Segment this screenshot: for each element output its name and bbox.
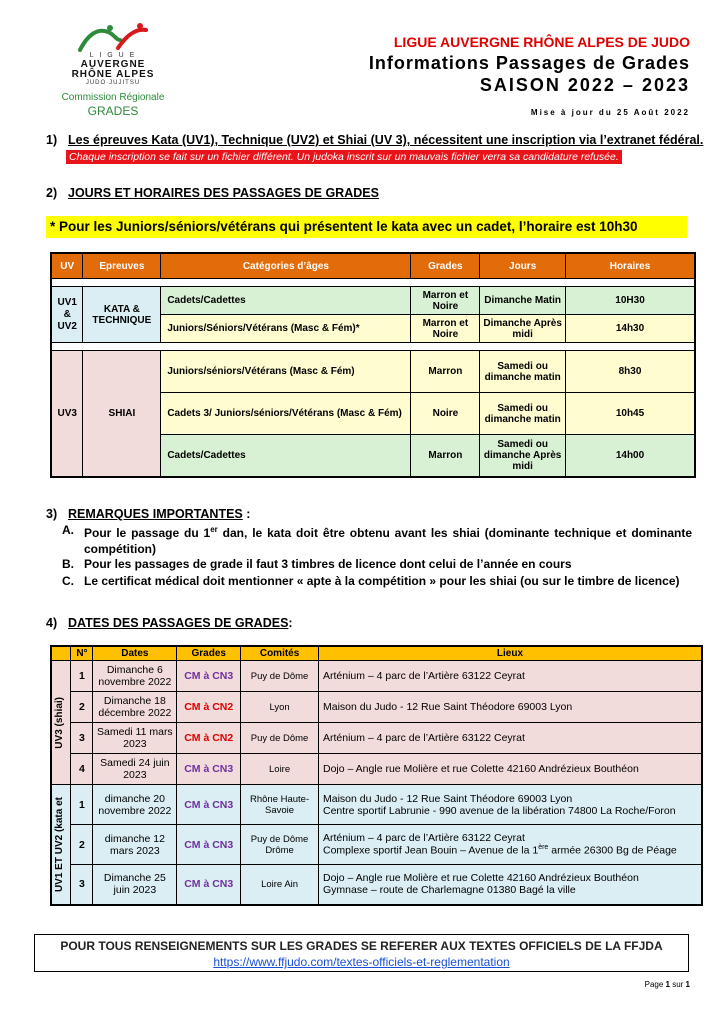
table-row — [51, 785, 702, 825]
remark-letter: A. — [62, 523, 74, 537]
section3 — [46, 507, 250, 521]
section2 — [46, 186, 379, 200]
table-row — [51, 754, 702, 785]
footer-text: POUR TOUS RENSEIGNEMENTS SUR LES GRADES SE REFERER AUX TEXTES OFFICIELS DE LA FFJDA — [60, 939, 663, 953]
col-header-horaires: Horaires — [566, 253, 695, 279]
section2-number: 2) — [46, 186, 58, 200]
grade-cell: CM à CN3 — [177, 661, 241, 692]
remark-text: Pour les passages de grade il faut 3 timbres de licence dont celui de l’année en cours — [84, 557, 572, 571]
kata-cell: KATA & TECHNIQUE — [83, 287, 161, 343]
grade-cell: Marron et Noire — [411, 287, 480, 315]
table-row — [51, 661, 702, 692]
comite-cell: Rhône Haute-Savoie — [241, 785, 319, 825]
footer-box — [34, 934, 689, 972]
group-uv3 — [51, 661, 71, 785]
logo-commission: Commission Régionale — [61, 92, 165, 103]
group-uv3-label: UV3 (shiai) — [54, 696, 65, 749]
date-cell: Samedi 24 juin 2023 — [93, 754, 177, 785]
remark-text: Pour le passage du 1 — [84, 526, 211, 540]
logo-line3: RHÔNE ALPES — [71, 69, 155, 80]
comite-cell: Puy de Dôme — [241, 723, 319, 754]
group-uv12 — [51, 785, 71, 905]
grade-cell: CM à CN2 — [177, 692, 241, 723]
page-label: Page — [644, 980, 666, 989]
grade-cell: Marron et Noire — [411, 315, 480, 343]
page-title: Informations Passages de Grades — [368, 53, 690, 73]
comite-cell: Puy de Dôme — [241, 661, 319, 692]
category-cell: Cadets 3/ Juniors/séniors/Vétérans (Masc & Fém) — [161, 393, 411, 435]
grade-cell: Noire — [411, 393, 480, 435]
header-update-date: Mise à jour du 25 Août 2022 — [530, 108, 690, 117]
col-header-num: N° — [71, 646, 93, 661]
lieu-cell: Arténium – 4 parc de l’Artière 63122 Ceyrat — [318, 723, 702, 754]
table-row — [51, 692, 702, 723]
page-sep: sur — [669, 980, 686, 989]
horaire-cell: 10H30 — [566, 287, 695, 315]
jour-cell: Samedi ou dimanche matin — [480, 351, 566, 393]
lieu-line1: Dojo – Angle rue Molière et rue Colette 42160 Andrézieux Bouthéon — [322, 872, 639, 885]
jour-cell: Samedi ou dimanche Après midi — [480, 435, 566, 477]
logo-line1: L I G U E — [89, 52, 137, 59]
remark-letter: C. — [62, 574, 74, 588]
lieu-line2-sup: ère — [538, 844, 549, 852]
section1 — [46, 133, 703, 147]
lieu-line1: Arténium – 4 parc de l’Artière 63122 Ceyrat — [322, 832, 525, 845]
date-cell: Dimanche 6 novembre 2022 — [93, 661, 177, 692]
col-header-dates: Dates — [93, 646, 177, 661]
col-header-epreuves: Epreuves — [83, 253, 161, 279]
remark-text: Le certificat médical doit mentionner « apte à la compétition » pour les shiai (ou sur le timbre de licence) — [84, 574, 680, 588]
lieu-line2: Centre sportif Labrunie - 990 avenue de la libération 74800 La Roche/Foron — [322, 804, 676, 817]
footer-link[interactable]: https://www.ffjudo.com/textes-officiels-et-reglementation — [213, 955, 510, 969]
dates-table — [50, 645, 703, 906]
grade-cell: Marron — [411, 351, 480, 393]
remark-sup: er — [210, 525, 218, 534]
header-ligue: LIGUE AUVERGNE RHÔNE ALPES DE JUDO — [393, 34, 690, 50]
logo-line4: JUDO·JUJITSU — [85, 80, 141, 86]
grade-cell: CM à CN2 — [177, 723, 241, 754]
table-row — [51, 825, 702, 865]
remark-item — [62, 573, 692, 589]
judoka-logo-icon — [74, 22, 152, 54]
row-number: 4 — [71, 754, 93, 785]
grade-cell: CM à CN3 — [177, 865, 241, 905]
remark-item — [62, 522, 692, 557]
section4-colon: : — [288, 616, 293, 630]
category-cell: Cadets/Cadettes — [161, 287, 411, 315]
row-number: 1 — [71, 785, 93, 825]
section2-title: JOURS ET HORAIRES DES PASSAGES DE GRADES — [68, 186, 379, 200]
grade-cell: CM à CN3 — [177, 825, 241, 865]
lieu-cell — [318, 785, 702, 825]
jour-cell: Dimanche Après midi — [480, 315, 566, 343]
horaire-cell: 10h45 — [566, 393, 695, 435]
shiai-cell: SHIAI — [83, 351, 161, 477]
grade-cell: Marron — [411, 435, 480, 477]
section1-text: Les épreuves Kata (UV1), Technique (UV2) et Shiai (UV 3), nécessitent une inscription via l’extranet fédéral. — [68, 133, 704, 147]
group-uv12-label: UV1 ET UV2 (kata et — [54, 796, 65, 892]
col-header-grades: Grades — [411, 253, 480, 279]
lieu-cell — [318, 865, 702, 905]
uv3-cell: UV3 — [51, 351, 83, 477]
horaire-cell: 14h00 — [566, 435, 695, 477]
lieu-cell: Dojo – Angle rue Molière et rue Colette 42160 Andrézieux Bouthéon — [318, 754, 702, 785]
comite-cell: Loire Ain — [241, 865, 319, 905]
section4 — [46, 616, 293, 630]
horaire-note: * Pour les Juniors/séniors/vétérans qui présentent le kata avec un cadet, l’horaire est 10h30 — [46, 216, 687, 238]
section3-number: 3) — [46, 507, 58, 521]
lieu-line2: Gymnase – route de Charlemagne 01380 Bagé la ville — [322, 884, 576, 897]
page-number — [645, 980, 690, 989]
remark-item — [62, 556, 692, 572]
col-header-categories: Catégories d’âges — [161, 253, 411, 279]
logo-grades: GRADES — [87, 104, 139, 118]
lieu-cell — [318, 825, 702, 865]
jour-cell: Dimanche Matin — [480, 287, 566, 315]
section3-title: REMARQUES IMPORTANTES — [68, 507, 243, 521]
table-row — [51, 351, 695, 393]
date-cell: Dimanche 25 juin 2023 — [93, 865, 177, 905]
remark-letter: B. — [62, 557, 74, 571]
col-header-comites: Comités — [241, 646, 319, 661]
page-total: 1 — [685, 980, 690, 989]
lieu-line1: Maison du Judo - 12 Rue Saint Théodore 69003 Lyon — [322, 792, 573, 805]
lieu-line2-b: armée 26300 Bg de Péage — [548, 844, 677, 857]
table-header-row — [51, 253, 695, 279]
jour-cell: Samedi ou dimanche matin — [480, 393, 566, 435]
category-cell: Juniors/Séniors/Vétérans (Masc & Fém)* — [161, 315, 411, 343]
section1-number: 1) — [46, 133, 58, 147]
horaire-cell: 8h30 — [566, 351, 695, 393]
page-current: 1 — [665, 980, 670, 989]
section3-colon: : — [242, 507, 251, 521]
logo-line2: AUVERGNE — [80, 59, 146, 70]
comite-cell: Puy de Dôme Drôme — [241, 825, 319, 865]
col-header-uv: UV — [51, 253, 83, 279]
ligue-logo — [48, 20, 178, 120]
row-number: 2 — [71, 825, 93, 865]
row-number: 2 — [71, 692, 93, 723]
row-number: 1 — [71, 661, 93, 692]
row-number: 3 — [71, 865, 93, 905]
remark-text-b: dan, le kata doit être obtenu avant les shiai (dominante technique et dominante compétition) — [84, 526, 692, 556]
grade-cell: CM à CN3 — [177, 754, 241, 785]
row-number: 3 — [71, 723, 93, 754]
col-header-lieux: Lieux — [318, 646, 702, 661]
section4-number: 4) — [46, 616, 58, 630]
horaire-cell: 14h30 — [566, 315, 695, 343]
table-row — [51, 723, 702, 754]
table-header-row — [51, 646, 702, 661]
comite-cell: Loire — [241, 754, 319, 785]
header-saison: SAISON 2022 – 2023 — [479, 75, 690, 95]
date-cell: dimanche 12 mars 2023 — [93, 825, 177, 865]
col-header-jours: Jours — [480, 253, 566, 279]
horaires-table — [50, 252, 696, 478]
category-cell: Juniors/séniors/Vétérans (Masc & Fém) — [161, 351, 411, 393]
section4-title: DATES DES PASSAGES DE GRADES — [68, 616, 289, 630]
uv12-cell: UV1 & UV2 — [51, 287, 83, 343]
date-cell: Dimanche 18 décembre 2022 — [93, 692, 177, 723]
comite-cell: Lyon — [241, 692, 319, 723]
lieu-cell: Arténium – 4 parc de l’Artière 63122 Ceyrat — [318, 661, 702, 692]
lieu-line2-a: Complexe sportif Jean Bouin – Avenue de la 1 — [322, 844, 539, 857]
lieu-cell: Maison du Judo - 12 Rue Saint Théodore 69003 Lyon — [318, 692, 702, 723]
date-cell: Samedi 11 mars 2023 — [93, 723, 177, 754]
date-cell: dimanche 20 novembre 2022 — [93, 785, 177, 825]
col-header-grades: Grades — [177, 646, 241, 661]
category-cell: Cadets/Cadettes — [161, 435, 411, 477]
section1-warning: Chaque inscription se fait sur un fichier différent. Un judoka inscrit sur un mauvais fichier verra sa candidature refusée. — [66, 150, 622, 164]
table-row — [51, 865, 702, 905]
lieu-line2 — [323, 844, 699, 857]
grade-cell: CM à CN3 — [177, 785, 241, 825]
table-row — [51, 287, 695, 315]
